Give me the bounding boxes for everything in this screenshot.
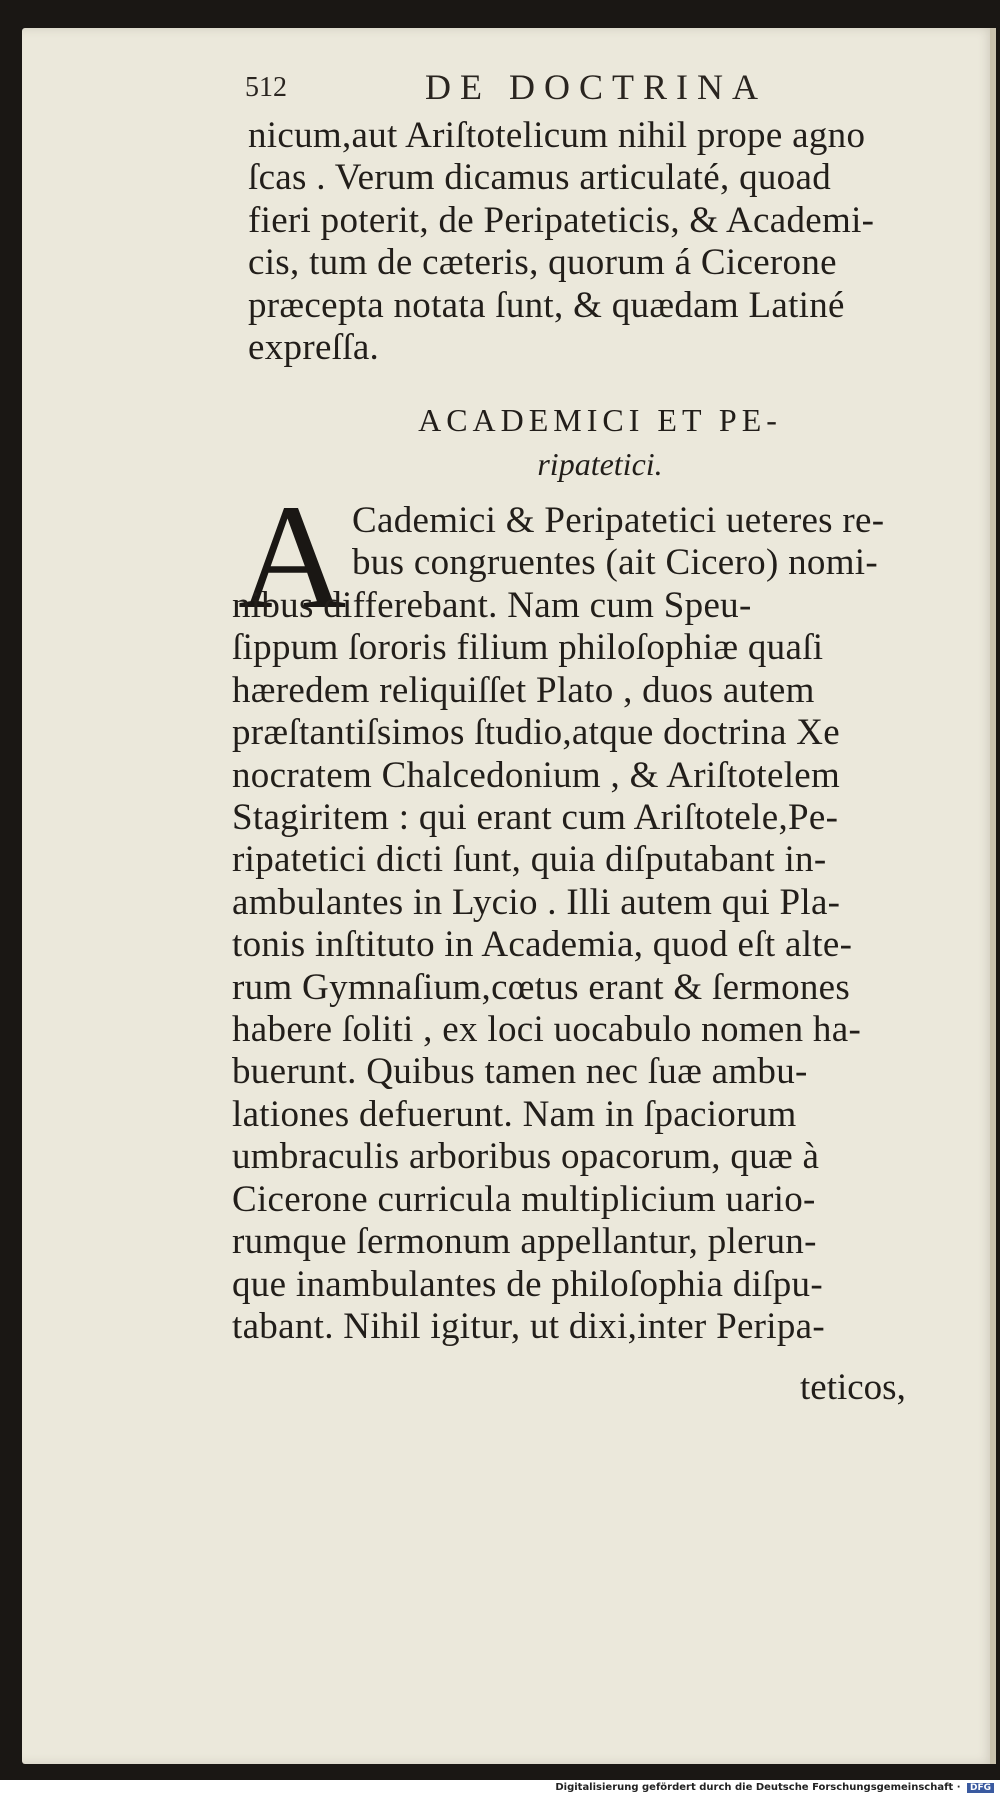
text-line: bus congruentes (ait Cicero) nomi- <box>352 542 878 584</box>
text-line: Cademici & Peripatetici ueteres re- <box>352 500 885 541</box>
text-line: nocratem Chalcedonium , & Ariſtotelem <box>232 754 841 796</box>
section-paragraph <box>232 585 958 1348</box>
text-line: Cicerone curricula multiplicium uario- <box>232 1178 816 1220</box>
text-line: nibus differebant. Nam cum Speu- <box>232 585 752 626</box>
text-line: tabant. Nihil igitur, ut dixi,inter Peripa- <box>232 1305 826 1347</box>
text-line: habere ſoliti , ex loci uocabulo nomen ha- <box>232 1009 862 1051</box>
text-line: ſippum ſororis filium philoſophiæ quaſi <box>232 627 824 669</box>
text-line: ambulantes in Lycio . Illi autem qui Pla- <box>232 881 841 923</box>
section-opening-lines <box>352 500 956 585</box>
text-line: fieri poterit, de Peripateticis, & Academi- <box>248 199 875 241</box>
text-line: præcepta notata ſunt, & quædam Latiné <box>248 284 845 326</box>
text-line: lationes defuerunt. Nam in ſpaciorum <box>232 1093 797 1135</box>
text-line: tonis inſtituto in Academia, quod eſt alte- <box>232 924 853 966</box>
dfg-logo: DFG <box>967 1783 994 1793</box>
catchword: teticos, <box>800 1367 906 1408</box>
section-heading-line-1: ACADEMICI ET PE- <box>418 402 782 438</box>
text-line: nicum,aut Ariſtotelicum nihil prope agno <box>248 115 866 156</box>
text-line: ſcas . Verum dicamus articulaté, quoad <box>248 157 832 199</box>
drop-cap: A <box>238 474 347 640</box>
intro-paragraph <box>248 115 964 369</box>
page-number: 512 <box>245 72 287 103</box>
running-head <box>245 66 805 112</box>
text-line: hæredem reliquiſſet Plato , duos autem <box>232 669 815 711</box>
text-line: cis, tum de cæteris, quorum á Cicerone <box>248 242 837 284</box>
section-heading-line-2: ripatetici. <box>537 446 663 482</box>
text-line: umbraculis arboribus opacorum, quæ à <box>232 1136 820 1178</box>
text-line: præſtantiſsimos ſtudio,atque doctrina Xe <box>232 712 841 754</box>
text-line: rum Gymnaſium,cœtus erant & ſermones <box>232 966 851 1008</box>
text-line: Stagiritem : qui erant cum Ariſtotele,Pe- <box>232 797 839 839</box>
page-edge <box>990 28 996 1764</box>
text-line: rumque ſermonum appellantur, plerun- <box>232 1221 817 1263</box>
text-line: que inambulantes de philoſophia diſpu- <box>232 1263 823 1305</box>
credit-text: Digitalisierung gefördert durch die Deutsche Forschungsgemeinschaft · <box>555 1782 961 1793</box>
digitization-credit <box>555 1782 994 1793</box>
text-line: ripatetici dicti ſunt, quia diſputabant in- <box>232 839 827 881</box>
section-heading <box>250 398 950 486</box>
text-line: buerunt. Quibus tamen nec ſuæ ambu- <box>232 1051 808 1093</box>
running-title: DE DOCTRINA <box>425 67 767 107</box>
text-line: expreſſa. <box>248 327 380 369</box>
